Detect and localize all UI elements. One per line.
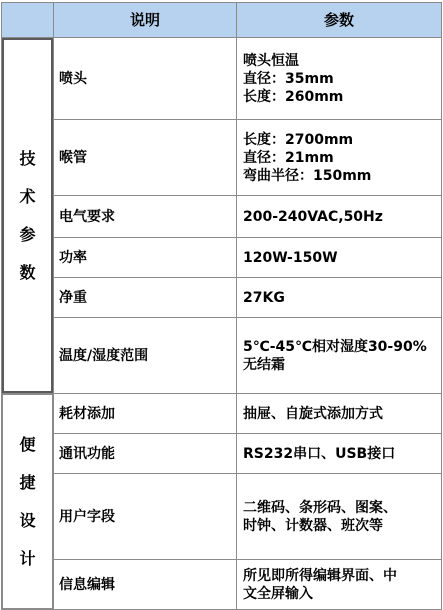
table-row bbox=[2, 278, 442, 318]
spec-table bbox=[1, 2, 442, 610]
row-desc: 喷头 bbox=[54, 38, 237, 120]
header-value: 参数 bbox=[237, 3, 442, 38]
row-desc: 信息编辑 bbox=[54, 560, 237, 610]
row-value: 二维码、条形码、图案、 时钟、计数器、班次等 bbox=[237, 474, 442, 560]
row-value: 200-240VAC,50Hz bbox=[237, 196, 442, 238]
row-value: RS232串口、USB接口 bbox=[237, 434, 442, 474]
category-char: 设 bbox=[19, 510, 36, 530]
table-row bbox=[2, 38, 442, 120]
header-blank-cell bbox=[2, 3, 54, 38]
row-value: 喷头恒温 直径：35mm 长度：260mm bbox=[237, 38, 442, 120]
table-row bbox=[2, 474, 442, 560]
category-char: 捷 bbox=[19, 472, 36, 492]
table-row bbox=[2, 434, 442, 474]
row-desc: 功率 bbox=[54, 238, 237, 278]
row-desc: 喉管 bbox=[54, 120, 237, 196]
table-row bbox=[2, 120, 442, 196]
row-value: 抽屉、自旋式添加方式 bbox=[237, 394, 442, 434]
table-row bbox=[2, 318, 442, 394]
category-char: 计 bbox=[19, 548, 36, 568]
table-row bbox=[2, 196, 442, 238]
table-row bbox=[2, 560, 442, 610]
category-cell-tech bbox=[2, 38, 54, 394]
header-row bbox=[2, 3, 442, 38]
category-char: 技 bbox=[19, 148, 36, 168]
row-value: 长度：2700mm 直径：21mm 弯曲半径：150mm bbox=[237, 120, 442, 196]
row-value: 120W-150W bbox=[237, 238, 442, 278]
row-desc: 净重 bbox=[54, 278, 237, 318]
header-desc: 说明 bbox=[54, 3, 237, 38]
row-value: 27KG bbox=[237, 278, 442, 318]
category-char: 便 bbox=[19, 434, 36, 454]
row-desc: 用户字段 bbox=[54, 474, 237, 560]
row-value: 5℃-45℃相对湿度30-90% 无结霜 bbox=[237, 318, 442, 394]
table-row bbox=[2, 238, 442, 278]
row-value: 所见即所得编辑界面、中 文全屏输入 bbox=[237, 560, 442, 610]
row-desc: 耗材添加 bbox=[54, 394, 237, 434]
category-char: 术 bbox=[19, 186, 36, 206]
row-desc: 温度/湿度范围 bbox=[54, 318, 237, 394]
category-char: 数 bbox=[19, 262, 36, 282]
table-row bbox=[2, 394, 442, 434]
row-desc: 电气要求 bbox=[54, 196, 237, 238]
category-char: 参 bbox=[19, 224, 36, 244]
category-cell-design bbox=[2, 394, 54, 610]
row-desc: 通讯功能 bbox=[54, 434, 237, 474]
